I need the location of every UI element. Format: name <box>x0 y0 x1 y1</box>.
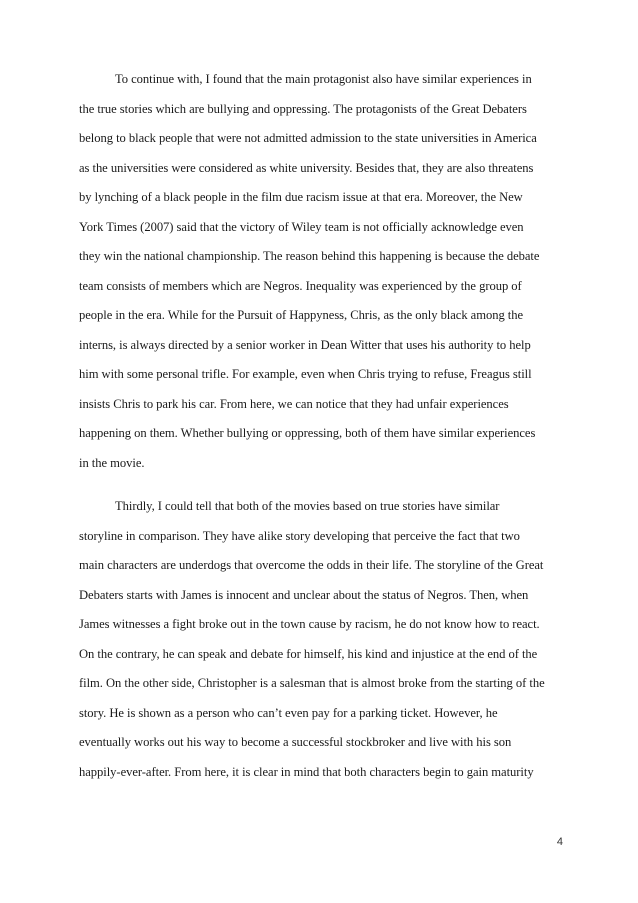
text-line: him with some personal trifle. For example, even when Chris trying to refuse, Freagus still <box>79 367 532 381</box>
paragraph-1 <box>79 70 561 483</box>
text-line: main characters are underdogs that overcome the odds in their life. The storyline of the Great <box>79 558 544 572</box>
text-line: eventually works out his way to become a successful stockbroker and live with his son <box>79 735 512 749</box>
text-line: happily-ever-after. From here, it is clear in mind that both characters begin to gain maturity <box>79 764 534 779</box>
text-line: as the universities were considered as white university. Besides that, they are also threatens <box>79 160 534 175</box>
text-line: York Times (2007) said that the victory of Wiley team is not officially acknowledge even <box>79 219 524 234</box>
text-line: belong to black people that were not admitted admission to the state universities in America <box>79 131 537 145</box>
text-line: Thirdly, I could tell that both of the movies based on true stories have similar <box>115 499 500 513</box>
text-line: the true stories which are bullying and oppressing. The protagonists of the Great Debaters <box>79 101 527 116</box>
text-line: in the movie. <box>79 455 145 470</box>
text-line: James witnesses a fight broke out in the town cause by racism, he do not know how to react. <box>79 617 540 631</box>
paragraph-2 <box>79 497 561 792</box>
text-line: To continue with, I found that the main protagonist also have similar experiences in <box>115 72 532 86</box>
text-line: team consists of members which are Negros. Inequality was experienced by the group of <box>79 278 522 293</box>
text-line: film. On the other side, Christopher is a salesman that is almost broke from the starting of the <box>79 676 545 690</box>
text-line: insists Chris to park his car. From here, we can notice that they had unfair experiences <box>79 396 509 411</box>
text-line: people in the era. While for the Pursuit of Happyness, Chris, as the only black among the <box>79 308 524 322</box>
text-line: happening on them. Whether bullying or oppressing, both of them have similar experiences <box>79 426 536 440</box>
text-line: by lynching of a black people in the film due racism issue at that era. Moreover, the New <box>79 190 523 204</box>
text-line: interns, is always directed by a senior worker in Dean Witter that uses his authority to help <box>79 337 531 352</box>
text-line: On the contrary, he can speak and debate for himself, his kind and injustice at the end of the <box>79 646 538 661</box>
text-line: story. He is shown as a person who can’t even pay for a parking ticket. However, he <box>79 705 498 720</box>
page-number: 4 <box>556 836 563 848</box>
text-line: Debaters starts with James is innocent and unclear about the status of Negros. Then, when <box>79 587 529 602</box>
text-line: they win the national championship. The reason behind this happening is because the debate <box>79 249 540 263</box>
text-line: storyline in comparison. They have alike story developing that perceive the fact that two <box>79 528 520 543</box>
